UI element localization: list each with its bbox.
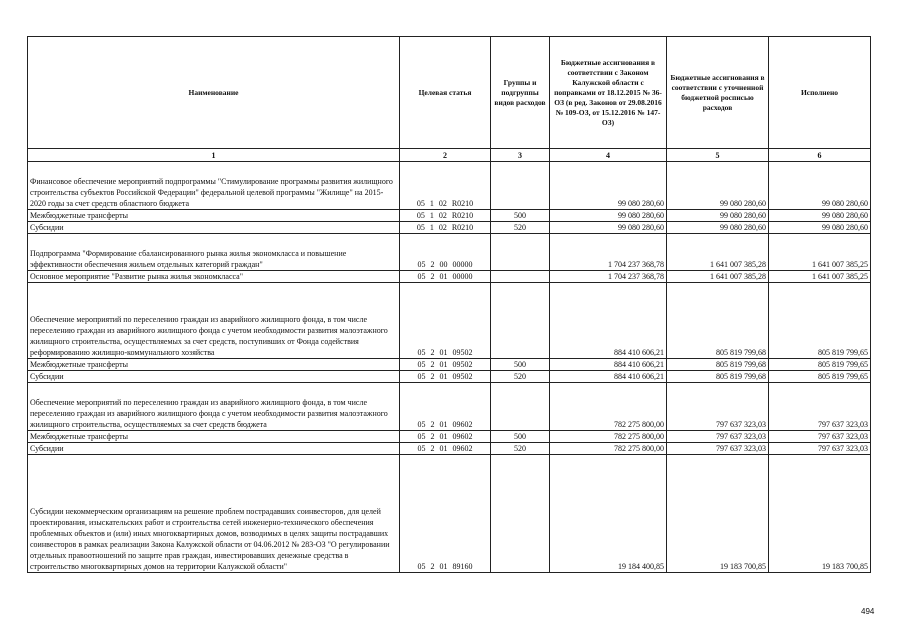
- column-number: 4: [550, 149, 667, 162]
- column-number: 3: [491, 149, 550, 162]
- row-expense-group: 500: [491, 359, 550, 371]
- row-expense-group: 520: [491, 371, 550, 383]
- row-law-amount: 782 275 800,00: [550, 443, 667, 455]
- row-target-article: 05 2 01 09602: [400, 383, 491, 431]
- row-executed-amount: 99 080 280,60: [769, 162, 871, 210]
- row-name: Межбюджетные трансферты: [28, 359, 400, 371]
- row-expense-group: [491, 283, 550, 359]
- row-planned-amount: 1 641 007 385,28: [667, 234, 769, 271]
- row-target-article: 05 2 01 09502: [400, 283, 491, 359]
- header-planned-allocations: Бюджетные ассигнования в соответствии с уточненной бюджетной росписью расходов: [667, 37, 769, 149]
- row-executed-amount: 99 080 280,60: [769, 222, 871, 234]
- row-planned-amount: 19 183 700,85: [667, 455, 769, 573]
- row-planned-amount: 797 637 323,03: [667, 431, 769, 443]
- row-target-article: 05 2 00 00000: [400, 234, 491, 271]
- row-law-amount: 884 410 606,21: [550, 371, 667, 383]
- column-number: 2: [400, 149, 491, 162]
- header-target-article: Целевая статья: [400, 37, 491, 149]
- row-law-amount: 1 704 237 368,78: [550, 234, 667, 271]
- row-target-article: 05 2 01 09602: [400, 443, 491, 455]
- row-name: Финансовое обеспечение мероприятий подпрограммы "Стимулирование программы развития жилищного строительства субъектов Российской Федерации" федеральной целевой программы "Жилище" на 2015-2020 годы за счет средств областного бюджета: [28, 162, 400, 210]
- row-name: Субсидии: [28, 222, 400, 234]
- row-target-article: 05 2 01 00000: [400, 271, 491, 283]
- row-expense-group: [491, 162, 550, 210]
- row-planned-amount: 797 637 323,03: [667, 443, 769, 455]
- table-row: [28, 455, 871, 573]
- header-row: [28, 37, 871, 149]
- row-executed-amount: 797 637 323,03: [769, 443, 871, 455]
- row-expense-group: 500: [491, 431, 550, 443]
- row-law-amount: 99 080 280,60: [550, 162, 667, 210]
- row-law-amount: 782 275 800,00: [550, 383, 667, 431]
- table-row: [28, 162, 871, 210]
- row-target-article: 05 2 01 09502: [400, 371, 491, 383]
- row-executed-amount: 1 641 007 385,25: [769, 234, 871, 271]
- row-executed-amount: 805 819 799,65: [769, 283, 871, 359]
- row-executed-amount: 805 819 799,65: [769, 371, 871, 383]
- row-planned-amount: 805 819 799,68: [667, 371, 769, 383]
- row-name: Обеспечение мероприятий по переселению граждан из аварийного жилищного фонда, в том числе переселению граждан из аварийного жилищного фонда с учетом необходимости развития малоэтажного жилищного строительства, осуществляемых за счет средств бюджета: [28, 383, 400, 431]
- row-planned-amount: 1 641 007 385,28: [667, 271, 769, 283]
- table-row: [28, 383, 871, 431]
- row-target-article: 05 1 02 R0210: [400, 162, 491, 210]
- row-name: Субсидии некоммерческим организациям на решение проблем пострадавших соинвесторов, для целей проектирования, изыскательских работ и строительства сетей инженерно-технического обеспечения проблемных объектов и (или) иных многоквартирных домов, возводимых в целях защиты пострадавших соинвесторов в рамках реализации Закона Калужской области от 04.06.2012 № 283-ОЗ "О регулировании отдельных правоотношений по защите прав граждан, инвестировавших денежные средства в строительство многоквартирных домов на территории Калужской области": [28, 455, 400, 573]
- row-target-article: 05 2 01 09602: [400, 431, 491, 443]
- row-target-article: 05 2 01 09502: [400, 359, 491, 371]
- row-law-amount: 884 410 606,21: [550, 359, 667, 371]
- row-name: Межбюджетные трансферты: [28, 210, 400, 222]
- row-planned-amount: 99 080 280,60: [667, 162, 769, 210]
- row-law-amount: 99 080 280,60: [550, 222, 667, 234]
- row-expense-group: 500: [491, 210, 550, 222]
- table-row: [28, 283, 871, 359]
- table-row: [28, 271, 871, 283]
- header-expense-group: Группы и подгруппы видов расходов: [491, 37, 550, 149]
- row-law-amount: 782 275 800,00: [550, 431, 667, 443]
- row-law-amount: 884 410 606,21: [550, 283, 667, 359]
- row-expense-group: [491, 234, 550, 271]
- row-law-amount: 19 184 400,85: [550, 455, 667, 573]
- row-planned-amount: 797 637 323,03: [667, 383, 769, 431]
- table-row: [28, 210, 871, 222]
- row-executed-amount: 797 637 323,03: [769, 431, 871, 443]
- row-executed-amount: 797 637 323,03: [769, 383, 871, 431]
- row-executed-amount: 99 080 280,60: [769, 210, 871, 222]
- row-name: Подпрограмма "Формирование сбалансированного рынка жилья экономкласса и повышение эффективности обеспечения жильем отдельных категорий граждан": [28, 234, 400, 271]
- row-target-article: 05 2 01 89160: [400, 455, 491, 573]
- row-name: Субсидии: [28, 371, 400, 383]
- row-planned-amount: 99 080 280,60: [667, 210, 769, 222]
- row-planned-amount: 805 819 799,68: [667, 359, 769, 371]
- row-law-amount: 1 704 237 368,78: [550, 271, 667, 283]
- row-executed-amount: 805 819 799,65: [769, 359, 871, 371]
- table-row: [28, 234, 871, 271]
- row-expense-group: [491, 455, 550, 573]
- header-executed: Исполнено: [769, 37, 871, 149]
- row-law-amount: 99 080 280,60: [550, 210, 667, 222]
- table-row: [28, 431, 871, 443]
- header-law-allocations: Бюджетные ассигнования в соответствии с Законом Калужской области с поправками от 18.12.2015 № 36-ОЗ (в ред. Законов от 29.08.2016 № 109-ОЗ, от 15.12.2016 № 147-ОЗ): [550, 37, 667, 149]
- header-name: Наименование: [28, 37, 400, 149]
- row-executed-amount: 19 183 700,85: [769, 455, 871, 573]
- row-expense-group: [491, 271, 550, 283]
- column-number: 1: [28, 149, 400, 162]
- row-expense-group: 520: [491, 443, 550, 455]
- row-name: Субсидии: [28, 443, 400, 455]
- table-row: [28, 371, 871, 383]
- page-number: 494: [861, 607, 875, 616]
- row-executed-amount: 1 641 007 385,25: [769, 271, 871, 283]
- row-target-article: 05 1 02 R0210: [400, 222, 491, 234]
- row-name: Межбюджетные трансферты: [28, 431, 400, 443]
- column-number: 6: [769, 149, 871, 162]
- column-number: 5: [667, 149, 769, 162]
- column-number-row: [28, 149, 871, 162]
- table-row: [28, 443, 871, 455]
- budget-table: [27, 36, 871, 573]
- row-expense-group: [491, 383, 550, 431]
- row-name: Обеспечение мероприятий по переселению граждан из аварийного жилищного фонда, в том числе переселению граждан из аварийного жилищного фонда с учетом необходимости развития малоэтажного жилищного строительства, осуществляемых за счет средств, поступивших от Фонда содействия реформированию жилищно-коммунального хозяйства: [28, 283, 400, 359]
- row-planned-amount: 99 080 280,60: [667, 222, 769, 234]
- row-expense-group: 520: [491, 222, 550, 234]
- table-row: [28, 222, 871, 234]
- row-target-article: 05 1 02 R0210: [400, 210, 491, 222]
- table-row: [28, 359, 871, 371]
- row-planned-amount: 805 819 799,68: [667, 283, 769, 359]
- row-name: Основное мероприятие "Развитие рынка жилья экономкласса": [28, 271, 400, 283]
